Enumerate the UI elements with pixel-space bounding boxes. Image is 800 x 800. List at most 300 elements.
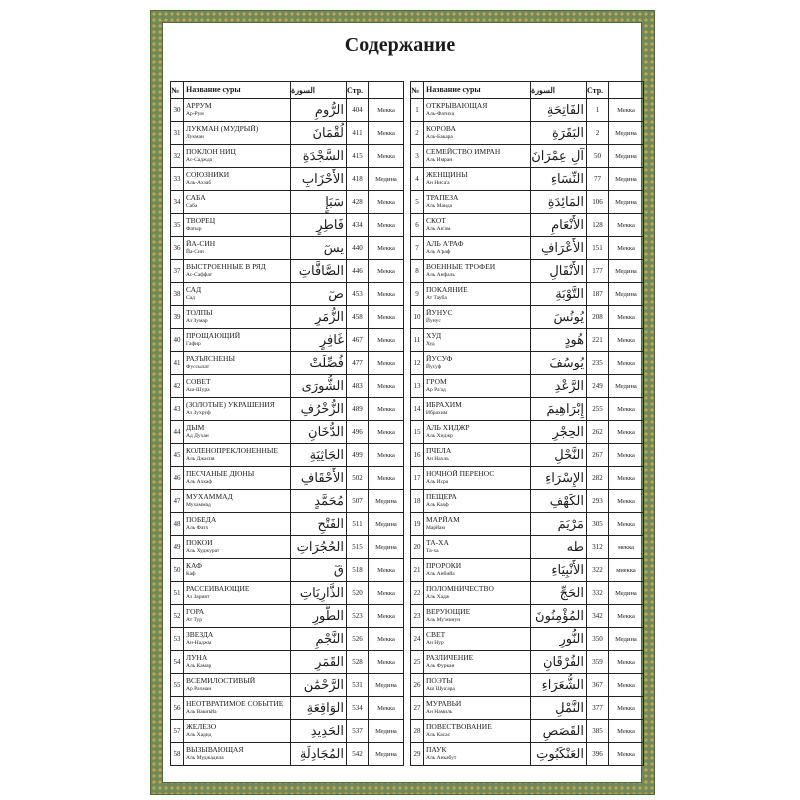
- sura-name-cell: [424, 352, 531, 375]
- sura-transliteration: Аш Шуа'ара: [426, 686, 455, 692]
- sura-arabic-calligraphy: إِبْرَاهِيمَ: [531, 398, 587, 421]
- sura-number: 45: [171, 444, 184, 467]
- sura-name-cell: [184, 329, 291, 352]
- sura-transliteration: Ан Ниса'а: [426, 180, 450, 186]
- sura-name: ВЫСТРОЕННЫЕ В РЯД: [186, 263, 266, 271]
- sura-revelation-place: Мекка: [609, 651, 644, 674]
- sura-name-cell: [184, 99, 291, 122]
- table-row: [411, 237, 644, 260]
- sura-name: АЛЬ ХИДЖР: [426, 424, 470, 432]
- sura-name-cell: [424, 513, 531, 536]
- toc-table-right: [410, 81, 644, 766]
- sura-arabic-calligraphy: المُجَادِلَةِ: [291, 743, 347, 766]
- sura-transliteration: Худ: [426, 341, 435, 347]
- sura-transliteration: Ас-Саффат: [186, 272, 213, 278]
- sura-arabic-calligraphy: الصَّافَّاتِ: [291, 260, 347, 283]
- sura-page: 434: [347, 214, 369, 237]
- sura-transliteration: Аз Зарият: [186, 594, 210, 600]
- sura-name: АЛЬ А'РАФ: [426, 240, 464, 248]
- sura-page: 332: [587, 582, 609, 605]
- sura-name: ЖЕЛЕЗО: [186, 723, 217, 731]
- table-row: [171, 536, 404, 559]
- sura-transliteration: Йусуф: [426, 364, 442, 370]
- sura-number: 4: [411, 168, 424, 191]
- sura-arabic-calligraphy: الوَاقِعَةِ: [291, 697, 347, 720]
- sura-transliteration: Аль Вакиъйа: [186, 709, 217, 715]
- sura-arabic-calligraphy: الإِسْرَاءِ: [531, 467, 587, 490]
- sura-number: 56: [171, 697, 184, 720]
- sura-number: 6: [411, 214, 424, 237]
- sura-number: 52: [171, 605, 184, 628]
- sura-name: РАССЕИВАЮЩИЕ: [186, 585, 250, 593]
- sura-name-cell: [184, 352, 291, 375]
- sura-number: 43: [171, 398, 184, 421]
- sura-page: 531: [347, 674, 369, 697]
- sura-number: 14: [411, 398, 424, 421]
- sura-revelation-place: Мекка: [609, 490, 644, 513]
- sura-number: 54: [171, 651, 184, 674]
- sura-transliteration: Ибрахим: [426, 410, 448, 416]
- sura-arabic-calligraphy: العَنْكَبُوتِ: [531, 743, 587, 766]
- sura-transliteration: Аль-Ахзаб: [186, 180, 212, 186]
- sura-page: 515: [347, 536, 369, 559]
- table-row: [411, 421, 644, 444]
- sura-name-cell: [184, 191, 291, 214]
- table-row: [171, 720, 404, 743]
- sura-revelation-place: Мекка: [369, 651, 404, 674]
- header-number: №: [171, 82, 184, 99]
- sura-transliteration: Аль А'раф: [426, 249, 451, 255]
- table-row: [411, 122, 644, 145]
- sura-revelation-place: Мекка: [369, 444, 404, 467]
- sura-number: 38: [171, 283, 184, 306]
- sura-page: 446: [347, 260, 369, 283]
- sura-revelation-place: Медина: [609, 628, 644, 651]
- sura-name-cell: [424, 237, 531, 260]
- table-header-row: [411, 82, 644, 99]
- sura-number: 13: [411, 375, 424, 398]
- table-row: [171, 605, 404, 628]
- sura-name: ПОБЕДА: [186, 516, 217, 524]
- sura-number: 16: [411, 444, 424, 467]
- table-row: [171, 513, 404, 536]
- sura-arabic-calligraphy: فَاطِرٍ: [291, 214, 347, 237]
- sura-arabic-calligraphy: الرُّومِ: [291, 99, 347, 122]
- sura-arabic-calligraphy: هُودٍ: [531, 329, 587, 352]
- sura-arabic-calligraphy: صٓ: [291, 283, 347, 306]
- sura-number: 12: [411, 352, 424, 375]
- table-row: [411, 352, 644, 375]
- sura-name: КАФ: [186, 562, 202, 570]
- sura-transliteration: Аль Хадж: [426, 594, 450, 600]
- sura-name-cell: [424, 536, 531, 559]
- sura-transliteration: Фуссылат: [186, 364, 210, 370]
- sura-transliteration: Ан Нахль: [426, 456, 449, 462]
- sura-name-cell: [424, 283, 531, 306]
- header-arabic: السورة: [531, 82, 587, 99]
- sura-revelation-place: Мекка: [609, 743, 644, 766]
- sura-revelation-place: Мекка: [609, 214, 644, 237]
- sura-transliteration: Аль Имран: [426, 157, 453, 163]
- sura-revelation-place: Мекка: [369, 122, 404, 145]
- sura-number: 19: [411, 513, 424, 536]
- sura-arabic-calligraphy: الذَّارِيَاتِ: [291, 582, 347, 605]
- sura-name-cell: [184, 168, 291, 191]
- sura-number: 29: [411, 743, 424, 766]
- sura-transliteration: Ан Нур: [426, 640, 444, 646]
- sura-page: 322: [587, 559, 609, 582]
- sura-name-cell: [184, 283, 291, 306]
- sura-number: 5: [411, 191, 424, 214]
- sura-number: 23: [411, 605, 424, 628]
- sura-transliteration: Аль Ан'ам: [426, 226, 451, 232]
- sura-page: 262: [587, 421, 609, 444]
- sura-page: 177: [587, 260, 609, 283]
- sura-arabic-calligraphy: فُصِّلَتْ: [291, 352, 347, 375]
- sura-page: 489: [347, 398, 369, 421]
- sura-transliteration: Аль Камар: [186, 663, 212, 669]
- sura-transliteration: Фатыр: [186, 226, 202, 232]
- sura-name-cell: [424, 99, 531, 122]
- sura-name-cell: [424, 168, 531, 191]
- sura-number: 18: [411, 490, 424, 513]
- sura-revelation-place: Мекка: [609, 329, 644, 352]
- sura-arabic-calligraphy: المَائِدَةِ: [531, 191, 587, 214]
- sura-arabic-calligraphy: سَبَإٍ: [291, 191, 347, 214]
- sura-page: 385: [587, 720, 609, 743]
- sura-transliteration: Аль Исра: [426, 479, 449, 485]
- sura-number: 55: [171, 674, 184, 697]
- sura-arabic-calligraphy: النُّورِ: [531, 628, 587, 651]
- sura-page: 50: [587, 145, 609, 168]
- sura-revelation-place: Мекка: [369, 99, 404, 122]
- sura-arabic-calligraphy: الزُّمَرِ: [291, 306, 347, 329]
- sura-name-cell: [424, 582, 531, 605]
- sura-number: 22: [411, 582, 424, 605]
- sura-arabic-calligraphy: الحُجُرَاتِ: [291, 536, 347, 559]
- sura-number: 40: [171, 329, 184, 352]
- table-row: [171, 651, 404, 674]
- sura-name-cell: [424, 467, 531, 490]
- sura-revelation-place: Мекка: [609, 398, 644, 421]
- sura-name-cell: [424, 674, 531, 697]
- sura-transliteration: Аль Анфаль: [426, 272, 455, 278]
- sura-revelation-place: Медина: [609, 260, 644, 283]
- sura-transliteration: Та-ха: [426, 548, 439, 554]
- sura-revelation-place: Мекка: [609, 697, 644, 720]
- sura-transliteration: Аз Зухруф: [186, 410, 211, 416]
- sura-arabic-calligraphy: النَّجْمِ: [291, 628, 347, 651]
- sura-name: ЙА-СИН: [186, 240, 216, 248]
- sura-revelation-place: Мекка: [609, 674, 644, 697]
- sura-name-cell: [424, 329, 531, 352]
- header-place: [609, 82, 644, 99]
- sura-page: 342: [587, 605, 609, 628]
- sura-name: ВСЕМИЛОСТИВЫЙ: [186, 677, 256, 685]
- sura-number: 46: [171, 467, 184, 490]
- sura-name: КОЛЕНОПРЕКЛОНЕННЫЕ: [186, 447, 278, 455]
- sura-arabic-calligraphy: الرَّعْدِ: [531, 375, 587, 398]
- table-row: [171, 490, 404, 513]
- sura-page: 534: [347, 697, 369, 720]
- sura-number: 33: [171, 168, 184, 191]
- sura-name-cell: [184, 306, 291, 329]
- sura-page: 282: [587, 467, 609, 490]
- sura-revelation-place: Мекка: [609, 444, 644, 467]
- sura-transliteration: Аль Анбийа: [426, 571, 455, 577]
- sura-name-cell: [184, 444, 291, 467]
- sura-revelation-place: Мекка: [369, 214, 404, 237]
- sura-transliteration: Аль-Фатиха: [426, 111, 455, 117]
- sura-name: КОРОВА: [426, 125, 456, 133]
- sura-arabic-calligraphy: لُقْمَانَ: [291, 122, 347, 145]
- sura-transliteration: Аль-Бакара: [426, 134, 453, 140]
- sura-revelation-place: Медина: [609, 168, 644, 191]
- sura-arabic-calligraphy: الدُّخَانِ: [291, 421, 347, 444]
- sura-number: 8: [411, 260, 424, 283]
- sura-arabic-calligraphy: قٓ: [291, 559, 347, 582]
- sura-number: 35: [171, 214, 184, 237]
- sura-name: ТА-ХА: [426, 539, 449, 547]
- sura-revelation-place: Медина: [609, 145, 644, 168]
- sura-page: 415: [347, 145, 369, 168]
- sura-name-cell: [184, 260, 291, 283]
- table-row: [411, 444, 644, 467]
- sura-name: НЕОТВРАТИМОЕ СОБЫТИЕ: [186, 700, 284, 708]
- sura-name: ПОКЛОН НИЦ: [186, 148, 236, 156]
- sura-number: 48: [171, 513, 184, 536]
- sura-name-cell: [184, 513, 291, 536]
- sura-number: 9: [411, 283, 424, 306]
- table-row: [171, 329, 404, 352]
- sura-transliteration: Аль Фуркан: [426, 663, 455, 669]
- sura-number: 11: [411, 329, 424, 352]
- sura-transliteration: Аль Маида: [426, 203, 453, 209]
- table-row: [411, 651, 644, 674]
- sura-revelation-place: Мекка: [369, 352, 404, 375]
- table-row: [411, 743, 644, 766]
- sura-page: 418: [347, 168, 369, 191]
- header-place: [369, 82, 404, 99]
- sura-number: 30: [171, 99, 184, 122]
- table-row: [171, 467, 404, 490]
- sura-name-cell: [184, 743, 291, 766]
- sura-page: 507: [347, 490, 369, 513]
- sura-number: 31: [171, 122, 184, 145]
- sura-transliteration: Ас-Саджда: [186, 157, 213, 163]
- sura-transliteration: Мухаммад: [186, 502, 211, 508]
- sura-page: 483: [347, 375, 369, 398]
- sura-number: 42: [171, 375, 184, 398]
- sura-name: ПОВЕСТВОВАНИЕ: [426, 723, 492, 731]
- table-row: [411, 191, 644, 214]
- sura-revelation-place: мнекка: [609, 559, 644, 582]
- sura-name-cell: [184, 536, 291, 559]
- sura-arabic-calligraphy: الأَنْفَالِ: [531, 260, 587, 283]
- sura-transliteration: Йунус: [426, 318, 441, 324]
- sura-name-cell: [424, 559, 531, 582]
- sura-arabic-calligraphy: النِّسَاءِ: [531, 168, 587, 191]
- table-row: [411, 168, 644, 191]
- sura-arabic-calligraphy: الفُرْقَانِ: [531, 651, 587, 674]
- sura-number: 44: [171, 421, 184, 444]
- sura-page: 359: [587, 651, 609, 674]
- sura-name-cell: [184, 697, 291, 720]
- sura-arabic-calligraphy: الرَّحْمَٰن: [291, 674, 347, 697]
- sura-page: 542: [347, 743, 369, 766]
- sura-revelation-place: Мекка: [369, 375, 404, 398]
- table-row: [411, 329, 644, 352]
- sura-page: 305: [587, 513, 609, 536]
- sura-arabic-calligraphy: طه: [531, 536, 587, 559]
- sura-page: 440: [347, 237, 369, 260]
- sura-name: САД: [186, 286, 202, 294]
- sura-arabic-calligraphy: الشُّعَرَاءِ: [531, 674, 587, 697]
- sura-name: ЖЕНЩИНЫ: [426, 171, 468, 179]
- sura-number: 27: [411, 697, 424, 720]
- sura-name-cell: [424, 421, 531, 444]
- sura-arabic-calligraphy: الجَاثِيَةِ: [291, 444, 347, 467]
- sura-arabic-calligraphy: الأَنْبِيَاءِ: [531, 559, 587, 582]
- sura-revelation-place: Мекка: [609, 99, 644, 122]
- table-row: [171, 628, 404, 651]
- sura-revelation-place: Мекка: [609, 306, 644, 329]
- sura-name: ДЫМ: [186, 424, 205, 432]
- sura-name-cell: [184, 398, 291, 421]
- sura-arabic-calligraphy: التَّوْبَةِ: [531, 283, 587, 306]
- sura-name-cell: [424, 605, 531, 628]
- sura-name-cell: [424, 191, 531, 214]
- sura-number: 32: [171, 145, 184, 168]
- sura-revelation-place: Мекка: [609, 237, 644, 260]
- sura-revelation-place: Медина: [369, 743, 404, 766]
- sura-revelation-place: Медина: [609, 375, 644, 398]
- sura-page: 537: [347, 720, 369, 743]
- sura-arabic-calligraphy: الأَعْرَافِ: [531, 237, 587, 260]
- sura-name: МУРАВЬИ: [426, 700, 462, 708]
- sura-name-cell: [424, 260, 531, 283]
- sura-number: 47: [171, 490, 184, 513]
- sura-page: 496: [347, 421, 369, 444]
- sura-name-cell: [424, 122, 531, 145]
- table-row: [171, 145, 404, 168]
- sura-revelation-place: Медина: [369, 168, 404, 191]
- sura-name-cell: [184, 605, 291, 628]
- sura-transliteration: Марйам: [426, 525, 445, 531]
- sura-arabic-calligraphy: السَّجْدَةِ: [291, 145, 347, 168]
- sura-revelation-place: Мекка: [369, 421, 404, 444]
- sura-transliteration: Лукман: [186, 134, 204, 140]
- sura-number: 1: [411, 99, 424, 122]
- sura-revelation-place: Медина: [369, 720, 404, 743]
- sura-name: МУХАММАД: [186, 493, 233, 501]
- sura-name-cell: [424, 720, 531, 743]
- sura-name-cell: [424, 490, 531, 513]
- sura-name: РАЗЛИЧЕНИЕ: [426, 654, 474, 662]
- table-row: [411, 697, 644, 720]
- table-row: [171, 260, 404, 283]
- sura-transliteration: Каф: [186, 571, 196, 577]
- sura-name: ПЕСЧАНЫЕ ДЮНЫ: [186, 470, 255, 478]
- sura-name-cell: [424, 306, 531, 329]
- sura-arabic-calligraphy: الفَتْحِ: [291, 513, 347, 536]
- sura-number: 26: [411, 674, 424, 697]
- sura-revelation-place: Мекка: [369, 697, 404, 720]
- table-row: [411, 283, 644, 306]
- sura-name: СЕМЕЙСТВО ИМРАН: [426, 148, 501, 156]
- sura-number: 21: [411, 559, 424, 582]
- sura-name-cell: [424, 214, 531, 237]
- table-row: [171, 283, 404, 306]
- sura-revelation-place: Мекка: [609, 720, 644, 743]
- sura-page: 511: [347, 513, 369, 536]
- sura-page: 187: [587, 283, 609, 306]
- sura-name-cell: [184, 214, 291, 237]
- sura-name: ХУД: [426, 332, 442, 340]
- sura-revelation-place: Мекка: [369, 605, 404, 628]
- sura-name-cell: [424, 145, 531, 168]
- sura-arabic-calligraphy: البَقَرَةِ: [531, 122, 587, 145]
- sura-number: 58: [171, 743, 184, 766]
- sura-revelation-place: Мекка: [369, 283, 404, 306]
- sura-name-cell: [184, 559, 291, 582]
- sura-number: 2: [411, 122, 424, 145]
- sura-transliteration: Аль Муджадила: [186, 755, 224, 761]
- table-row: [411, 628, 644, 651]
- sura-revelation-place: Мекка: [609, 467, 644, 490]
- sura-revelation-place: Мекка: [369, 191, 404, 214]
- sura-page: 477: [347, 352, 369, 375]
- sura-page: 208: [587, 306, 609, 329]
- table-row: [171, 237, 404, 260]
- sura-number: 7: [411, 237, 424, 260]
- sura-transliteration: Ар Ра'ад: [426, 387, 446, 393]
- sura-arabic-calligraphy: المُؤْمِنُونَ: [531, 605, 587, 628]
- page-title: Содержание: [344, 34, 456, 56]
- table-row: [411, 467, 644, 490]
- sura-arabic-calligraphy: الكَهْفِ: [531, 490, 587, 513]
- sura-transliteration: Ар Рахман: [186, 686, 212, 692]
- sura-number: 37: [171, 260, 184, 283]
- sura-page: 2: [587, 122, 609, 145]
- sura-number: 39: [171, 306, 184, 329]
- sura-arabic-calligraphy: الأَنْعَامِ: [531, 214, 587, 237]
- header-name: Название суры: [184, 82, 291, 99]
- sura-name: ВЫЗЫВАЮЩАЯ: [186, 746, 244, 754]
- sura-arabic-calligraphy: يُوسُفَ: [531, 352, 587, 375]
- table-row: [171, 99, 404, 122]
- table-row: [171, 375, 404, 398]
- sura-revelation-place: Мекка: [369, 145, 404, 168]
- sura-number: 51: [171, 582, 184, 605]
- sura-name: ЙУНУС: [426, 309, 453, 317]
- table-row: [411, 720, 644, 743]
- table-row: [411, 536, 644, 559]
- sura-name: СВЕТ: [426, 631, 446, 639]
- sura-name-cell: [184, 674, 291, 697]
- sura-name: САБА: [186, 194, 206, 202]
- sura-name-cell: [424, 444, 531, 467]
- sura-number: 28: [411, 720, 424, 743]
- sura-name: НОЧНОЙ ПЕРЕНОС: [426, 470, 495, 478]
- sura-page: 77: [587, 168, 609, 191]
- sura-arabic-calligraphy: مَرْيَمَ: [531, 513, 587, 536]
- sura-transliteration: Аль Му'минун: [426, 617, 461, 623]
- table-row: [171, 743, 404, 766]
- table-header-row: [171, 82, 404, 99]
- sura-page: 235: [587, 352, 609, 375]
- sura-name: ПРОРОКИ: [426, 562, 462, 570]
